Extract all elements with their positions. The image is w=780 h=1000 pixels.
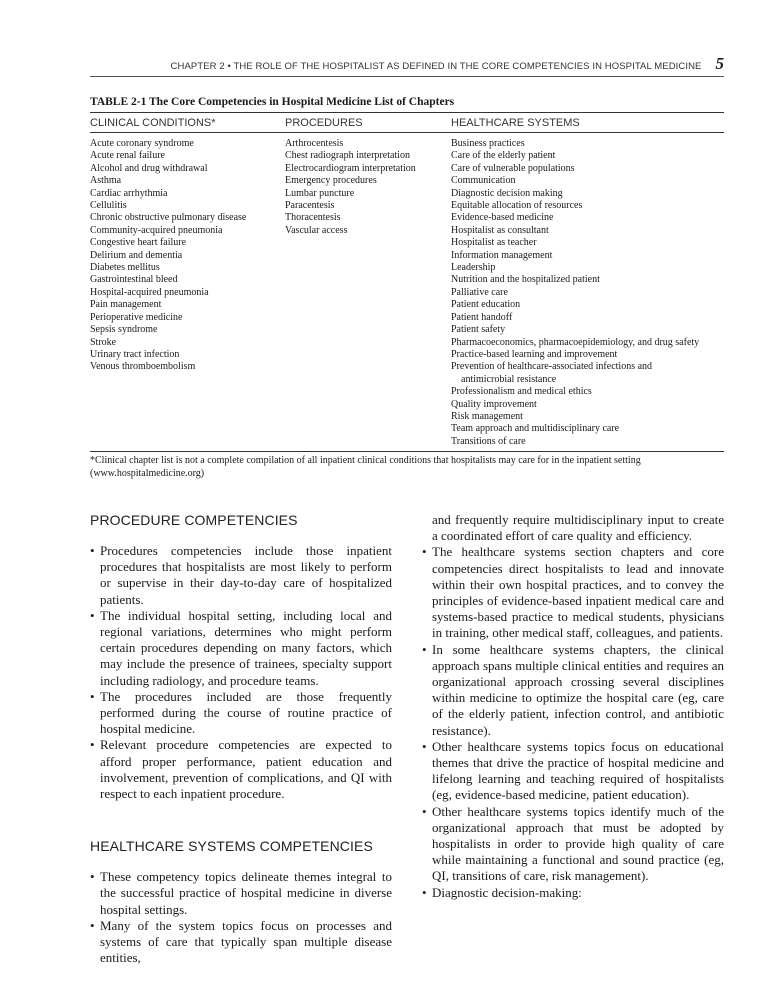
bullet-item: • The procedures included are those frequently performed during the course of routine practice of hospital medicine. xyxy=(90,689,392,738)
table-cell: Care of the elderly patient xyxy=(451,150,556,162)
table-cell: Pharmacoeconomics, pharmacoepidemiology, and drug safety xyxy=(451,336,700,348)
table-cell: Risk management xyxy=(451,410,523,422)
table-cell: Emergency procedures xyxy=(285,175,377,187)
table-header-row xyxy=(90,113,724,133)
table-cell: Hospital-acquired pneumonia xyxy=(90,286,209,298)
table-cell: Perioperative medicine xyxy=(90,311,183,323)
table-cell: Prevention of healthcare-associated infections and xyxy=(451,361,653,373)
table-cell: Nutrition and the hospitalized patient xyxy=(451,274,600,286)
procedure-competencies-heading: PROCEDURE COMPETENCIES xyxy=(90,512,298,528)
table-title: TABLE 2-1 The Core Competencies in Hospital Medicine List of Chapters xyxy=(90,96,455,108)
table-cell: Thoracentesis xyxy=(285,212,341,224)
continuation-paragraph: and frequently require multidisciplinary input to create a coordinated effort of care quality and efficiency. xyxy=(432,512,724,544)
table-cell: Cardiac arrhythmia xyxy=(90,187,168,199)
procedures-column xyxy=(285,138,451,448)
bullet-item: • The individual hospital setting, including local and regional variations, determines who might perform certain procedures depending on many factors, which may include the presence of trainees, specialty support including radiology, and procedure teams. xyxy=(90,608,392,689)
procedure-bullet-list xyxy=(90,543,392,802)
table-cell: Team approach and multidisciplinary care xyxy=(451,423,620,435)
table-cell: Pain management xyxy=(90,299,162,311)
competencies-table xyxy=(90,112,724,452)
header-healthcare-systems: HEALTHCARE SYSTEMS xyxy=(451,116,580,129)
table-cell: Business practices xyxy=(451,138,525,149)
table-cell: Community-acquired pneumonia xyxy=(90,224,223,236)
table-cell: Venous thromboembolism xyxy=(90,361,196,373)
header-clinical-conditions: CLINICAL CONDITIONS* xyxy=(90,116,216,129)
table-cell: Cellulitis xyxy=(90,200,127,212)
running-header xyxy=(90,55,724,77)
header-procedures: PROCEDURES xyxy=(285,116,363,129)
bullet-item: • These competency topics delineate themes integral to the successful practice of hospital medicine in diverse hospital settings. xyxy=(90,869,392,918)
table-cell: Vascular access xyxy=(285,224,348,236)
table-cell: Urinary tract infection xyxy=(90,348,180,360)
clinical-conditions-column xyxy=(90,138,285,448)
table-cell: Stroke xyxy=(90,336,117,348)
table-cell: Electrocardiogram interpretation xyxy=(285,162,416,174)
table-footnote: *Clinical chapter list is not a complete compilation of all inpatient clinical conditions that hospitalists may care for in the inpatient setting (www.hospitalmedicine.org) xyxy=(90,455,641,479)
healthcare-bullet-list xyxy=(90,869,392,966)
table-cell: Communication xyxy=(451,175,516,187)
table-cell: Quality improvement xyxy=(451,398,537,410)
table-cell: Hospitalist as consultant xyxy=(451,224,549,236)
table-cell: Asthma xyxy=(90,175,122,187)
table-cell: Chest radiograph interpretation xyxy=(285,150,410,162)
table-body xyxy=(90,133,724,451)
bullet-item: • Procedures competencies include those inpatient procedures that hospitalists are most likely to perform or supervise in their day-to-day care of hospitalized patients. xyxy=(90,543,392,608)
bullet-item: • Relevant procedure competencies are expected to afford proper performance, patient education and involvement, prevention of complications, and QI with respect to each inpatient procedure. xyxy=(90,737,392,802)
table-cell: Acute renal failure xyxy=(90,150,165,162)
chapter-title: CHAPTER 2 • THE ROLE OF THE HOSPITALIST AS DEFINED IN THE CORE COMPETENCIES IN HOSPITAL MEDICINE xyxy=(170,61,702,72)
table-cell: Care of vulnerable populations xyxy=(451,162,575,174)
table-cell: Equitable allocation of resources xyxy=(451,200,583,212)
table-cell: Lumbar puncture xyxy=(285,187,355,199)
bullet-item: • Other healthcare systems topics identify much of the organizational approach that must be adopted by hospitalists in order to provide high quality of care while maintaining a functional and sound practice (eg, QI, transitions of care, risk management). xyxy=(422,804,724,885)
table-cell: Evidence-based medicine xyxy=(451,212,554,224)
page-number: 5 xyxy=(715,54,724,73)
table-cell: Transitions of care xyxy=(451,435,526,447)
right-bullet-list xyxy=(422,544,724,900)
table-cell: Professionalism and medical ethics xyxy=(451,386,592,398)
table-cell: Chronic obstructive pulmonary disease xyxy=(90,212,247,224)
table-cell: Alcohol and drug withdrawal xyxy=(90,162,208,174)
table-cell: Information management xyxy=(451,249,553,261)
table-cell: Acute coronary syndrome xyxy=(90,138,194,149)
left-text-column xyxy=(90,512,392,966)
table-cell: Arthrocentesis xyxy=(285,138,344,149)
table-cell: Practice-based learning and improvement xyxy=(451,348,618,360)
table-cell: Gastrointestinal bleed xyxy=(90,274,178,286)
table-cell: Congestive heart failure xyxy=(90,237,187,249)
healthcare-systems-heading: HEALTHCARE SYSTEMS COMPETENCIES xyxy=(90,838,373,855)
bullet-item: • Many of the system topics focus on processes and systems of care that typically span multiple disease entities, xyxy=(90,918,392,967)
table-cell: Paracentesis xyxy=(285,200,335,212)
table-cell: Sepsis syndrome xyxy=(90,324,158,336)
table-cell: Palliative care xyxy=(451,286,508,298)
bullet-item: • The healthcare systems section chapters and core competencies direct hospitalists to lead and innovate within their own hospital practices, and to convey the principles of evidence-based inpatient medical care and systems-based practice to medical students, physicians in training, other medical staff, colleagues, and patients. xyxy=(422,544,724,641)
table-cell: Diabetes mellitus xyxy=(90,262,160,274)
table-cell: Hospitalist as teacher xyxy=(451,237,537,249)
table-cell: antimicrobial resistance xyxy=(461,373,557,385)
bullet-item: • In some healthcare systems chapters, the clinical approach spans multiple clinical entities and requires an organizational approach crossing several disciplines within medicine to optimize the hospital care (eg, care of the elderly patient, infection control, and antibiotic resistance). xyxy=(422,642,724,739)
bullet-item: • Diagnostic decision-making: xyxy=(422,885,724,901)
right-text-column xyxy=(422,512,724,901)
table-cell: Diagnostic decision making xyxy=(451,187,563,199)
bullet-item: • Other healthcare systems topics focus on educational themes that drive the practice of hospital medicine and lifelong learning and teaching required of hospitalists (eg, evidence-based medicine, patient education). xyxy=(422,739,724,804)
table-cell: Patient education xyxy=(451,299,521,311)
table-cell: Patient safety xyxy=(451,324,506,336)
table-cell: Leadership xyxy=(451,262,496,274)
healthcare-systems-column xyxy=(451,138,724,448)
table-cell: Delirium and dementia xyxy=(90,249,183,261)
table-cell: Patient handoff xyxy=(451,311,513,323)
